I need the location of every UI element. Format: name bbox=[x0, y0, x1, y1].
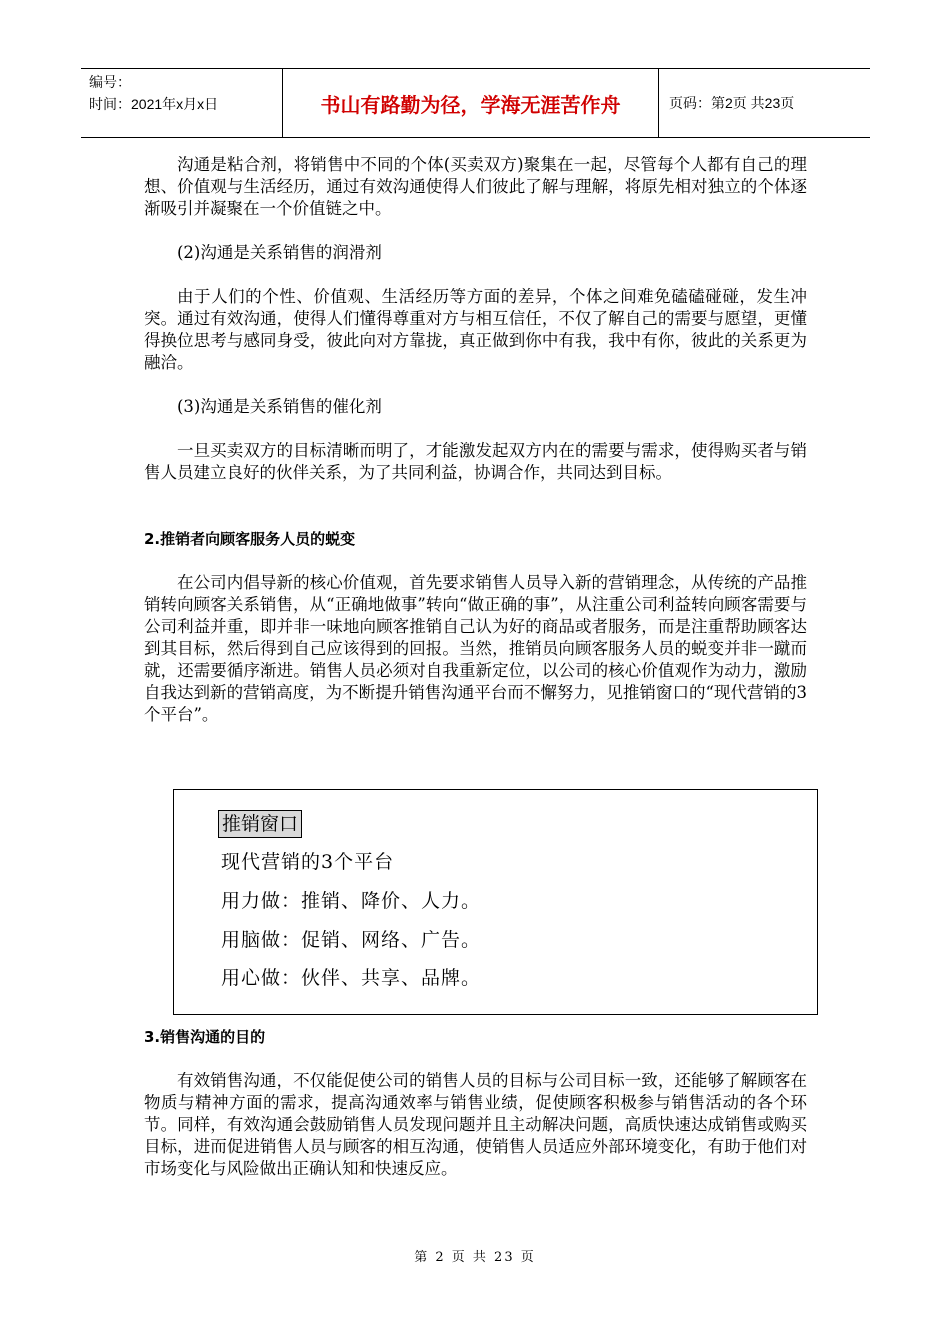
header-page-info: 页码：第2页 共23页 bbox=[669, 95, 795, 111]
sales-window-tag: 推销窗口 bbox=[218, 810, 302, 838]
document-body-2 bbox=[144, 1026, 807, 1180]
paragraph-1: 沟通是粘合剂，将销售中不同的个体(买卖双方)聚集在一起，尽管每个人都有自己的理想、价值观与生活经历，通过有效沟通使得人们彼此了解与理解，将原先相对独立的个体逐渐吸引并凝聚在一个价值链之中。 bbox=[144, 155, 807, 218]
page-header bbox=[81, 68, 870, 138]
number-label: 编号： bbox=[89, 74, 131, 90]
time-label: 时间：2021年x月x日 bbox=[89, 96, 219, 112]
section-heading-2: 2.推销者向顾客服务人员的蜕变 bbox=[144, 530, 356, 548]
paragraph-5: 有效销售沟通，不仅能促使公司的销售人员的目标与公司目标一致，还能够了解顾客在物质与精神方面的需求，提高沟通效率与销售业绩，促使顾客积极参与销售活动的各个环节。同样，有效沟通会鼓励销售人员发现问题并且主动解决问题，高质快速达成销售或购买目标，进而促进销售人员与顾客的相互沟通，使销售人员适应外部环境变化，有助于他们对市场变化与风险做出正确认知和快速反应。 bbox=[144, 1071, 807, 1178]
subheading-2: (2)沟通是关系销售的润滑剂 bbox=[177, 243, 382, 262]
document-body bbox=[144, 154, 807, 726]
header-motto: 书山有路勤为径，学海无涯苦作舟 bbox=[282, 69, 659, 137]
box-title: 现代营销的3个平台 bbox=[221, 851, 395, 873]
box-line-2: 用脑做：促销、网络、广告。 bbox=[221, 929, 482, 951]
subheading-3: (3)沟通是关系销售的催化剂 bbox=[177, 397, 382, 416]
paragraph-2: 由于人们的个性、价值观、生活经历等方面的差异，个体之间难免磕磕碰碰，发生冲突。通过有效沟通，使得人们懂得尊重对方与相互信任，不仅了解自己的需要与愿望，更懂得换位思考与感同身受，彼此向对方靠拢，真正做到你中有我，我中有你，彼此的关系更为融洽。 bbox=[144, 287, 807, 372]
header-meta bbox=[81, 69, 282, 137]
paragraph-4: 在公司内倡导新的核心价值观，首先要求销售人员导入新的营销理念，从传统的产品推销转向顾客关系销售，从“正确地做事”转向“做正确的事”，从注重公司利益转向顾客需要与公司利益并重，即并非一味地向顾客推销自己认为好的商品或者服务，而是注重帮助顾客达到其目标，然后得到自己应该得到的回报。当然，推销员向顾客服务人员的蜕变并非一蹴而就，还需要循序渐进。销售人员必须对自我重新定位，以公司的核心价值观作为动力，激励自我达到新的营销高度，为不断提升销售沟通平台而不懈努力，见推销窗口的“现代营销的3个平台”。 bbox=[144, 573, 807, 724]
paragraph-3: 一旦买卖双方的目标清晰而明了，才能激发起双方内在的需要与需求，使得购买者与销售人员建立良好的伙伴关系，为了共同利益，协调合作，共同达到目标。 bbox=[144, 441, 807, 482]
sales-window-box bbox=[173, 789, 818, 1015]
page-footer: 第 2 页 共 23 页 bbox=[414, 1250, 536, 1265]
section-heading-3: 3.销售沟通的目的 bbox=[144, 1028, 266, 1046]
box-line-3: 用心做：伙伴、共享、品牌。 bbox=[221, 967, 482, 989]
box-line-1: 用力做：推销、降价、人力。 bbox=[221, 890, 482, 912]
